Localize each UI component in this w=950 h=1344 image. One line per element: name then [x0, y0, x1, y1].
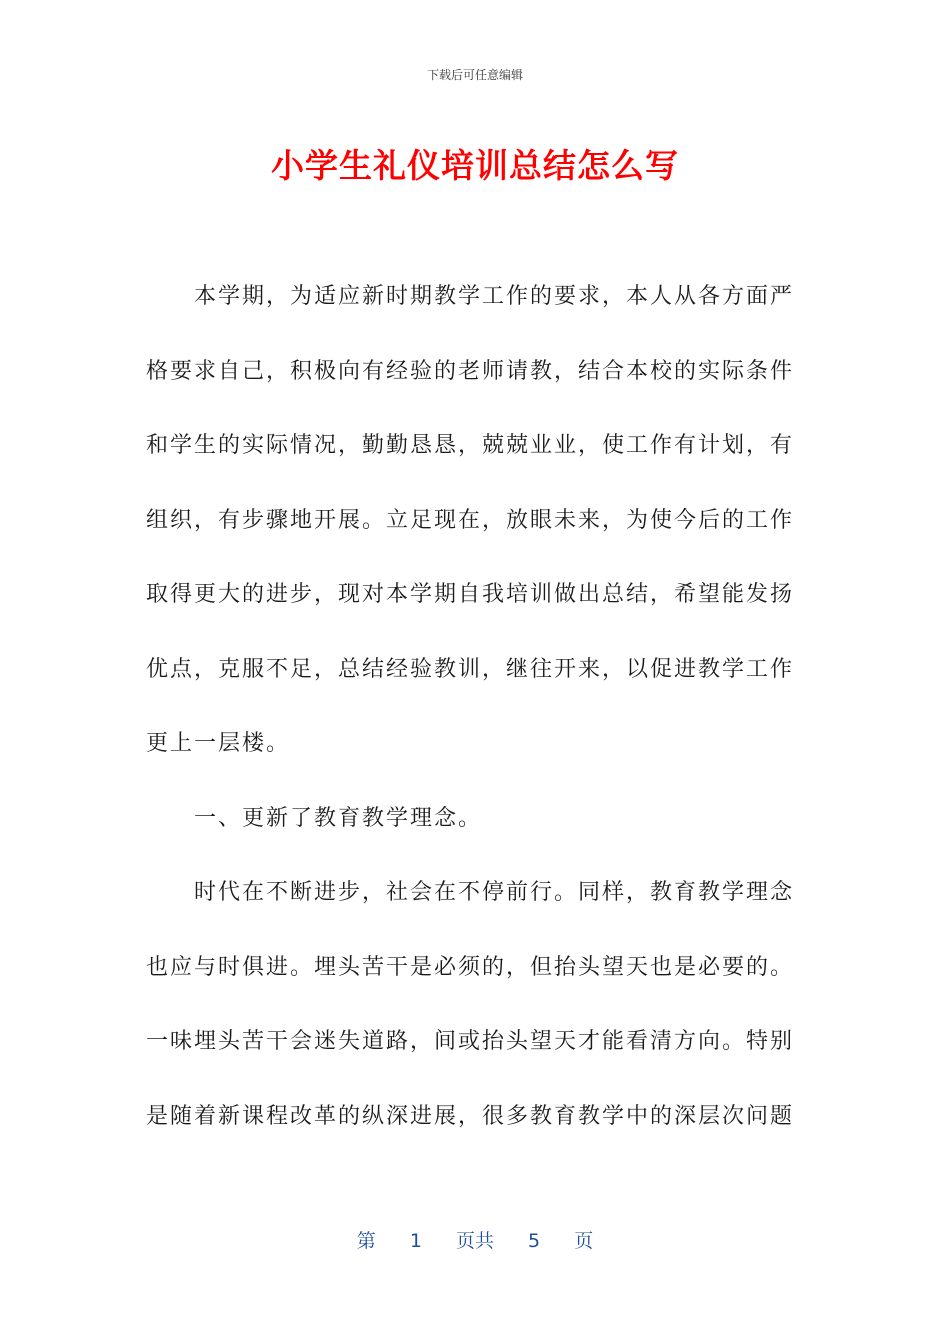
section-heading: 一、更新了教育教学理念。 [194, 805, 483, 831]
footer-label-page: 第 [356, 1230, 376, 1252]
paragraph-line: 更上一层楼。 [146, 731, 291, 756]
paragraph-line: 也应与时俱进。埋头苦干是必须的，但抬头望天也是必要的。 [146, 954, 795, 980]
paragraph-line: 时代在不断进步，社会在不停前行。同样，教育教学理念 [194, 880, 795, 905]
document-body [146, 260, 795, 1154]
paragraph-line: 一味埋头苦干会迷失道路，间或抬头望天才能看清方向。特别 [146, 1029, 795, 1054]
paragraph-line: 优点，克服不足，总结经验教训，继往开来，以促进教学工作 [146, 656, 795, 682]
page-footer [0, 1226, 950, 1253]
paragraph-line: 本学期，为适应新时期教学工作的要求，本人从各方面严 [194, 284, 795, 309]
footer-label-of: 页共 [455, 1230, 494, 1252]
paragraph-line: 组织，有步骤地开展。立足现在，放眼未来，为使今后的工作 [146, 507, 795, 533]
document-title: 小学生礼仪培训总结怎么写 [271, 146, 679, 185]
paragraph-line: 和学生的实际情况，勤勤恳恳，兢兢业业，使工作有计划，有 [146, 433, 795, 458]
paragraph-line: 格要求自己，积极向有经验的老师请教，结合本校的实际条件 [146, 358, 795, 384]
footer-current-page: 1 [409, 1230, 422, 1252]
footer-total-pages: 5 [528, 1230, 541, 1252]
header-note: 下载后可任意编辑 [426, 68, 523, 82]
footer-label-end: 页 [574, 1230, 594, 1252]
paragraph-line: 是随着新课程改革的纵深进展，很多教育教学中的深层次问题 [146, 1103, 795, 1129]
paragraph-line: 取得更大的进步，现对本学期自我培训做出总结，希望能发扬 [146, 582, 795, 607]
